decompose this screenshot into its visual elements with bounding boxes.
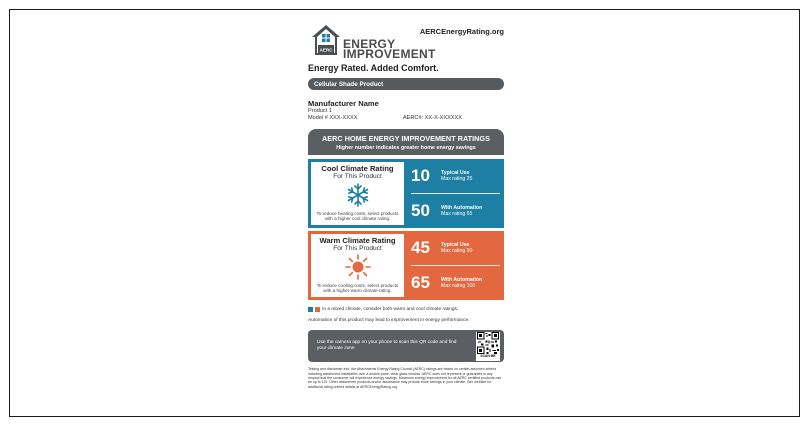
cool-typical-value: 10: [411, 166, 430, 186]
warm-typical-rating: [407, 231, 504, 265]
tagline: Energy Rated. Added Comfort.: [308, 63, 439, 73]
cool-typical-max: Max rating 25: [441, 176, 473, 183]
sun-icon: [345, 254, 371, 280]
qr-instructions: Use the camera app on your phone to scan this QR code and find your climate zone: [317, 339, 457, 352]
ratings-header: [308, 129, 504, 155]
qr-caption: SCAN ME: [480, 353, 496, 358]
warm-automation-max: Max rating 100: [441, 283, 476, 290]
cool-climate-title: Cool Climate Rating: [321, 164, 394, 174]
aerc-house-logo-icon: [311, 24, 341, 56]
qr-code-icon: [477, 332, 499, 354]
mixed-climate-legend: [308, 307, 504, 312]
warm-typical-value: 45: [411, 238, 430, 258]
warm-automation-rating: [411, 265, 500, 300]
warm-typical-label: Typical Use: [441, 241, 470, 248]
manufacturer-name: Manufacturer Name: [308, 99, 379, 108]
warm-climate-subtitle: For This Product: [333, 245, 382, 253]
ratings-title: AERC HOME ENERGY IMPROVEMENT RATINGS: [322, 134, 490, 144]
logo-text: AERC: [319, 47, 333, 53]
model-number: Model # XXX-XXXX: [308, 114, 358, 121]
cool-typical-label: Typical Use: [441, 169, 470, 176]
snowflake-icon: [345, 182, 371, 208]
website-link[interactable]: AERCEnergyRating.org: [419, 27, 504, 36]
label-header: [308, 24, 504, 60]
aerc-number: AERC#: XX-X-XXXXXX: [402, 114, 462, 121]
cool-climate-block: [308, 159, 504, 228]
warm-automation-value: 65: [411, 273, 430, 293]
cool-automation-max: Max rating 65: [441, 211, 473, 218]
warm-climate-block: [308, 231, 504, 300]
product-name: Product 1: [308, 108, 332, 114]
manufacturer-info: [308, 99, 504, 121]
warm-climate-box: [311, 234, 404, 297]
warm-ratings: [407, 231, 504, 300]
cool-climate-note: To reduce heating costs, select products with a higher cool climate rating.: [316, 211, 399, 222]
logo-title-line1: ENERGY: [343, 37, 396, 51]
warm-climate-note: To reduce cooling costs, select products with a higher warm climate rating.: [316, 283, 399, 294]
disclaimer: Testing and disclaimer info: the Attachments Energy Rating Council (AERC) ratings are based on certain assumed criteria including attachment installation over a double-pane, clear glass window. AERC does not represent or guarantee in any respect that the consumer will experience energy savings. Maximum energy improvement for all AERC certified products can be up to 110. Other attachment products and/or automation may provide more savings in your climate. See website for additional rating criteria details at AERCEnergyRating.org.: [308, 367, 502, 389]
cool-automation-rating: [411, 193, 500, 228]
ratings-subtitle: Higher number indicates greater home energy savings: [336, 145, 476, 152]
cool-climate-subtitle: For This Product: [333, 173, 382, 181]
warm-typical-max: Max rating 50: [441, 248, 473, 255]
product-category-badge: Cellular Shade Product: [308, 78, 504, 90]
warm-color-swatch: [315, 307, 320, 312]
qr-section: [308, 330, 504, 362]
cool-automation-value: 50: [411, 201, 430, 221]
cool-color-swatch: [308, 307, 313, 312]
logo-title-line2: IMPROVEMENT: [343, 47, 436, 61]
cool-climate-box: [311, 162, 404, 225]
qr-code[interactable]: [476, 332, 500, 361]
logo-wordmark: [343, 39, 436, 59]
cool-automation-label: With Automation: [441, 204, 483, 211]
warm-climate-title: Warm Climate Rating: [319, 236, 396, 246]
cool-ratings: [407, 159, 504, 228]
energy-label: [308, 24, 504, 389]
warm-automation-label: With Automation: [441, 276, 483, 283]
mixed-climate-note: In a mixed climate, consider both warm and cool climate ratings.: [322, 307, 459, 313]
cool-typical-rating: [407, 159, 504, 193]
automation-note: Automation of this product may lead to improvement in energy performance.: [308, 318, 470, 324]
